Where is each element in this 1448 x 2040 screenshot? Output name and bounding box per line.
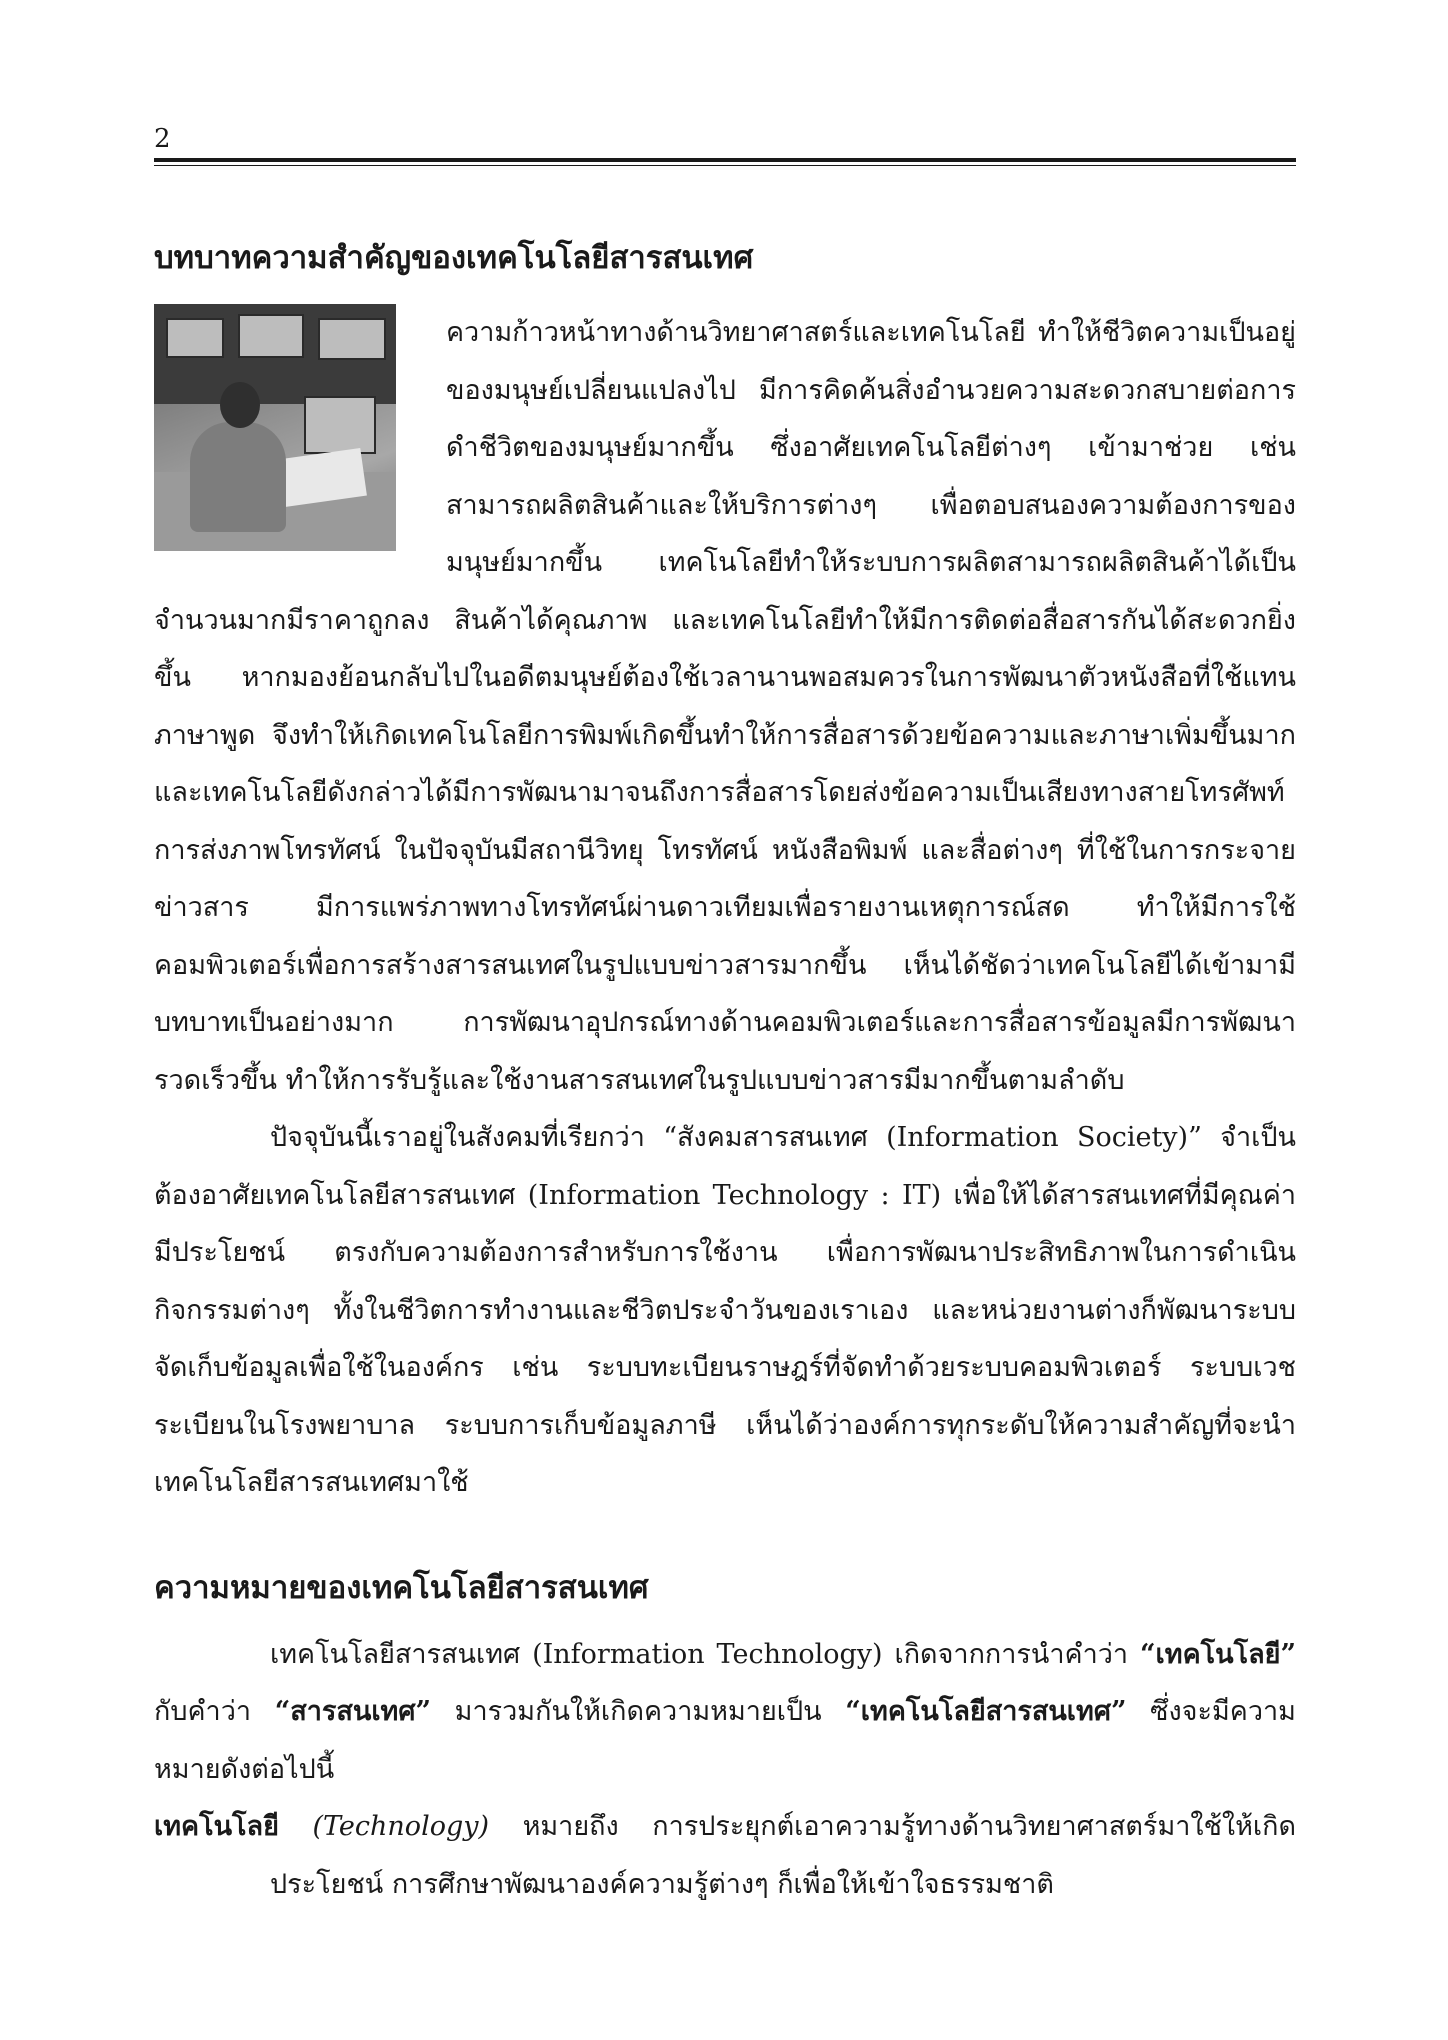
page-number: 2: [154, 124, 171, 154]
text: กับคำว่า: [154, 1696, 275, 1727]
wall-screen: [166, 318, 224, 358]
text: เทคโนโลยีสารสนเทศ (Information Technology) เกิดจากการนำคำว่า: [270, 1638, 1141, 1670]
paragraph-intro: ความก้าวหน้าทางด้านวิทยาศาสตร์และเทคโนโลยี ทำให้ชีวิตความเป็นอยู่ของมนุษย์เปลี่ยนแปลงไป มีการคิดค้นสิ่งอำนวยความสะดวกสบายต่อการดำชีวิตของมนุษย์มากขึ้น ซึ่งอาศัยเทคโนโลยีต่างๆ เข้ามาช่วย เช่น สามารถผลิตสินค้าและให้บริการต่างๆ เพื่อตอบสนองความต้องการของมนุษย์มากขึ้น เทคโนโลยีทำให้ระบบการผลิตสามารถผลิตสินค้าได้เป็นจำนวนมากมีราคาถูกลง สินค้าได้คุณภาพ และเทคโนโลยีทำให้มีการติดต่อสื่อสารกันได้สะดวกยิ่งขึ้น หากมองย้อนกลับไปในอดีตมนุษย์ต้องใช้เวลานานพอสมควรในการพัฒนาตัวหนังสือที่ใช้แทนภาษาพูด จึงทำให้เกิดเทคโนโลยีการพิมพ์เกิดขึ้นทำให้การสื่อสารด้วยข้อความและภาษาเพิ่มขึ้นมาก และเทคโนโลยีดังกล่าวได้มีการพัฒนามาจนถึงการสื่อสารโดยส่งข้อความเป็นเสียงทางสายโทรศัพท์ การส่งภาพโทรทัศน์ ในปัจจุบันมีสถานีวิทยุ โทรทัศน์ หนังสือพิมพ์ และสื่อต่างๆ ที่ใช้ในการกระจายข่าวสาร มีการแพร่ภาพทางโทรทัศน์ผ่านดาวเทียมเพื่อรายงานเหตุการณ์สด ทำให้มีการใช้คอมพิวเตอร์เพื่อการสร้างสารสนเทศในรูปแบบข่าวสารมากขึ้น เห็นได้ชัดว่าเทคโนโลยีได้เข้ามามีบทบาทเป็นอย่างมาก การพัฒนาอุปกรณ์ทางด้านคอมพิวเตอร์และการสื่อสารข้อมูลมีการพัฒนารวดเร็วขึ้น ทำให้การรับรู้และใช้งานสารสนเทศในรูปแบบข่าวสารมีมากขึ้นตามลำดับ: [154, 317, 1296, 1096]
definition-english-term: (Technology): [312, 1811, 490, 1842]
quoted-term-technology: “เทคโนโลยี”: [1140, 1638, 1296, 1670]
quoted-term-information: “สารสนเทศ”: [274, 1696, 432, 1727]
quoted-term-information-technology: “เทคโนโลยีสารสนเทศ”: [845, 1696, 1127, 1727]
wall-screen: [318, 318, 386, 360]
person-head: [220, 382, 260, 428]
paragraph-meaning: [154, 1626, 1296, 1799]
person-body: [190, 422, 286, 532]
header-rule-thick: [154, 158, 1296, 162]
definition-term: เทคโนโลยี: [154, 1811, 279, 1842]
paragraph-information-society: ปัจจุบันนี้เราอยู่ในสังคมที่เรียกว่า “สังคมสารสนเทศ (Information Society)” จำเป็นต้องอาศัยเทคโนโลยีสารสนเทศ (Information Technology : IT) เพื่อให้ได้สารสนเทศที่มีคุณค่า มีประโยชน์ ตรงกับความต้องการสำหรับการใช้งาน เพื่อการพัฒนาประสิทธิภาพในการดำเนินกิจกรรมต่างๆ ทั้งในชีวิตการทำงานและชีวิตประจำวันของเราเอง และหน่วยงานต่างก็พัฒนาระบบจัดเก็บข้อมูลเพื่อใช้ในองค์กร เช่น ระบบทะเบียนราษฎร์ที่จัดทำด้วยระบบคอมพิวเตอร์ ระบบเวชระเบียนในโรงพยาบาล ระบบการเก็บข้อมูลภาษี เห็นได้ว่าองค์การทุกระดับให้ความสำคัญที่จะนำเทคโนโลยีสารสนเทศมาใช้: [154, 1122, 1296, 1498]
heading-text: ความหมายของเทคโนโลยีสารสนเทศ: [154, 1569, 649, 1606]
desk-monitor: [304, 396, 376, 454]
page-content: [154, 236, 1296, 1913]
definition-technology: [0, 1798, 1296, 1913]
person-at-computer-workstation-photo: [154, 304, 396, 551]
section-heading-role: บทบาทความสำคัญของเทคโนโลยีสารสนเทศ: [154, 240, 754, 276]
section-heading-meaning: [154, 1566, 1296, 1610]
text: มารวมกันให้เกิดความหมายเป็น: [431, 1696, 846, 1727]
wall-screen: [238, 314, 304, 358]
definition-text: หมายถึง การประยุกต์เอาความรู้ทางด้านวิทยาศาสตร์มาใช้ให้เกิดประโยชน์ การศึกษาพัฒนาองค์ความรู้ต่างๆ ก็เพื่อให้เข้าใจธรรมชาติ: [270, 1811, 1296, 1900]
header-rule-thin: [154, 165, 1296, 166]
text: ซึ่งจะมีความหมายดังต่อไปนี้: [154, 1696, 1296, 1785]
